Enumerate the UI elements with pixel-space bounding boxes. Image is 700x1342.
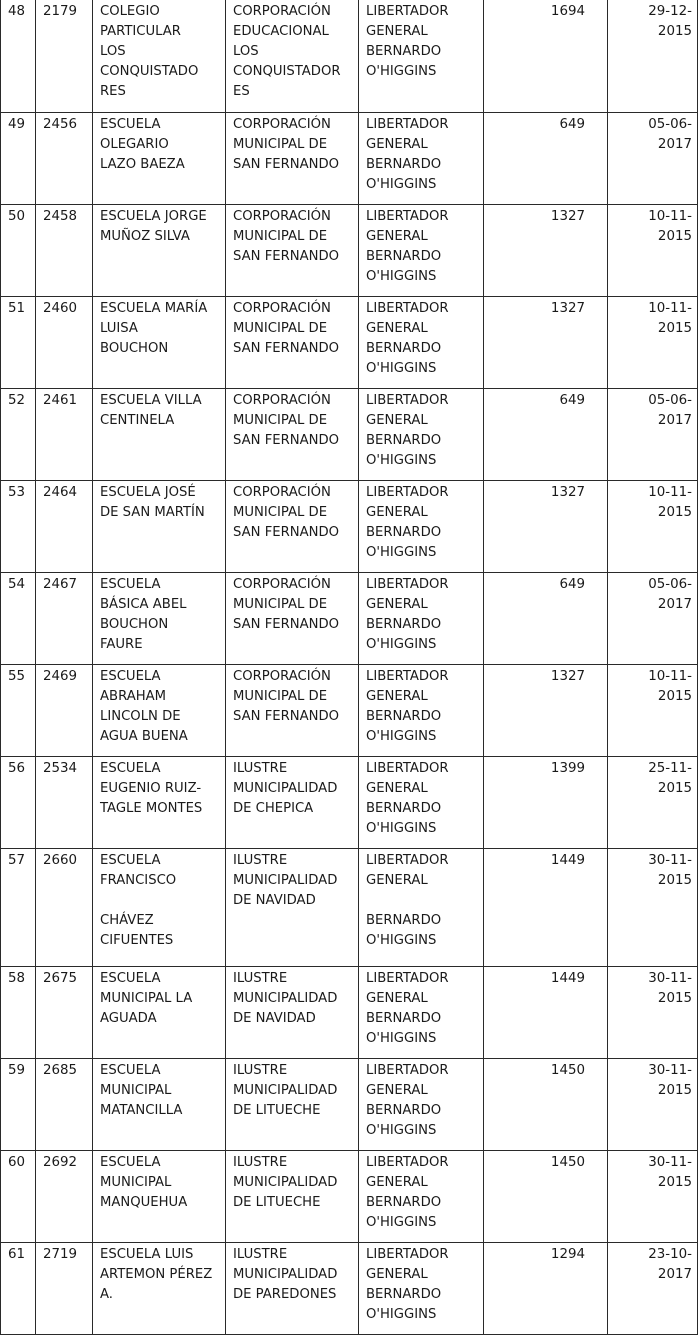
cell-line: ESCUELA: [100, 971, 161, 986]
cell-line: [100, 891, 219, 911]
cell-line: BERNARDO: [366, 1195, 442, 1210]
cell-line: SAN FERNANDO: [233, 525, 340, 540]
cell-line: GENERAL: [366, 689, 428, 704]
region: [359, 481, 484, 573]
cell-line: MUNICIPALIDAD: [233, 1267, 338, 1282]
cell-line: ESCUELA MARÍA: [100, 301, 208, 316]
cell-line: MUNICIPAL DE: [233, 321, 328, 336]
cell-line: GENERAL: [366, 597, 428, 612]
cell-line: SAN FERNANDO: [233, 709, 340, 724]
row-number: 53: [1, 481, 36, 573]
cell-line: MUÑOZ SILVA: [100, 229, 190, 244]
cell-line: ILUSTRE: [233, 1155, 288, 1170]
cell-line: O'HIGGINS: [366, 64, 437, 79]
resolution-number: 1450: [484, 1151, 608, 1243]
region: [359, 113, 484, 205]
resolution-number: 1327: [484, 205, 608, 297]
cell-line: ESCUELA LUIS: [100, 1247, 194, 1262]
cell-line: ESCUELA: [100, 1063, 161, 1078]
cell-line: O'HIGGINS: [366, 729, 437, 744]
school-name: [93, 757, 226, 849]
cell-line: O'HIGGINS: [366, 361, 437, 376]
cell-line: CORPORACIÓN: [233, 209, 331, 224]
region: [359, 205, 484, 297]
rbd-code: 2460: [36, 297, 93, 389]
rbd-code: 2469: [36, 665, 93, 757]
resolution-number: 649: [484, 389, 608, 481]
cell-line: BÁSICA ABEL: [100, 597, 187, 612]
rbd-code: 2692: [36, 1151, 93, 1243]
region: [359, 757, 484, 849]
rbd-code: 2461: [36, 389, 93, 481]
school-name: [93, 967, 226, 1059]
cell-line: LIBERTADOR: [366, 577, 449, 592]
table-row: [1, 573, 698, 665]
table-row: [1, 1059, 698, 1151]
school-name: [93, 297, 226, 389]
cell-line: GENERAL: [366, 1267, 428, 1282]
resolution-date: 30-11-2015: [608, 849, 698, 967]
cell-line: GENERAL: [366, 24, 428, 39]
cell-line: ILUSTRE: [233, 853, 288, 868]
cell-line: O'HIGGINS: [366, 821, 437, 836]
cell-line: BOUCHON: [100, 617, 169, 632]
row-number: 52: [1, 389, 36, 481]
cell-line: MUNICIPAL: [100, 1083, 172, 1098]
row-number: 49: [1, 113, 36, 205]
cell-line: LIBERTADOR: [366, 853, 449, 868]
school-name: [93, 205, 226, 297]
cell-line: BERNARDO: [366, 433, 442, 448]
region: [359, 0, 484, 113]
cell-line: MUNICIPAL DE: [233, 229, 328, 244]
cell-line: CENTINELA: [100, 413, 175, 428]
cell-line: BERNARDO: [366, 801, 442, 816]
resolution-date: 05-06-2017: [608, 573, 698, 665]
resolution-date: 05-06-2017: [608, 113, 698, 205]
sostenedor: [226, 757, 359, 849]
cell-line: CORPORACIÓN: [233, 393, 331, 408]
row-number: 54: [1, 573, 36, 665]
cell-line: SAN FERNANDO: [233, 157, 340, 172]
table-row: [1, 205, 698, 297]
cell-line: BERNARDO: [366, 617, 442, 632]
cell-line: GENERAL: [366, 991, 428, 1006]
sostenedor: [226, 481, 359, 573]
resolution-date: 30-11-2015: [608, 1151, 698, 1243]
cell-line: LAZO BAEZA: [100, 157, 185, 172]
cell-line: ILUSTRE: [233, 761, 288, 776]
row-number: 56: [1, 757, 36, 849]
cell-line: EDUCACIONAL: [233, 24, 329, 39]
resolution-number: 1294: [484, 1243, 608, 1335]
resolution-date: 29-12-2015: [608, 0, 698, 113]
cell-line: BERNARDO: [366, 1103, 442, 1118]
table-row: [1, 967, 698, 1059]
cell-line: MUNICIPAL DE: [233, 597, 328, 612]
region: [359, 297, 484, 389]
resolution-date: 23-10-2017: [608, 1243, 698, 1335]
resolution-number: 1327: [484, 665, 608, 757]
cell-line: SAN FERNANDO: [233, 249, 340, 264]
cell-line: FRANCISCO: [100, 873, 177, 888]
cell-line: MUNICIPALIDAD: [233, 1175, 338, 1190]
cell-line: ESCUELA JOSÉ: [100, 485, 196, 500]
cell-line: CORPORACIÓN: [233, 301, 331, 316]
cell-line: CORPORACIÓN: [233, 485, 331, 500]
table-row: [1, 1151, 698, 1243]
region: [359, 389, 484, 481]
row-number: 48: [1, 0, 36, 113]
school-name: [93, 1243, 226, 1335]
resolution-date: 25-11-2015: [608, 757, 698, 849]
cell-line: GENERAL: [366, 321, 428, 336]
row-number: 55: [1, 665, 36, 757]
cell-line: ABRAHAM: [100, 689, 167, 704]
cell-line: BERNARDO: [366, 1011, 442, 1026]
cell-line: BERNARDO: [366, 341, 442, 356]
row-number: 51: [1, 297, 36, 389]
cell-line: ILUSTRE: [233, 971, 288, 986]
school-name: [93, 665, 226, 757]
resolution-date: 10-11-2015: [608, 665, 698, 757]
rbd-code: 2179: [36, 0, 93, 113]
cell-line: SAN FERNANDO: [233, 617, 340, 632]
resolution-date: 30-11-2015: [608, 1059, 698, 1151]
cell-line: ESCUELA: [100, 117, 161, 132]
cell-line: ESCUELA: [100, 853, 161, 868]
cell-line: LIBERTADOR: [366, 301, 449, 316]
table-row: [1, 0, 698, 113]
cell-line: CONQUISTADO: [100, 64, 199, 79]
cell-line: CORPORACIÓN: [233, 577, 331, 592]
region: [359, 1059, 484, 1151]
cell-line: O'HIGGINS: [366, 269, 437, 284]
cell-line: CORPORACIÓN: [233, 117, 331, 132]
row-number: 59: [1, 1059, 36, 1151]
cell-line: BERNARDO: [366, 1287, 442, 1302]
resolution-number: 1450: [484, 1059, 608, 1151]
cell-line: LIBERTADOR: [366, 393, 449, 408]
cell-line: ESCUELA: [100, 1155, 161, 1170]
cell-line: GENERAL: [366, 1083, 428, 1098]
table-row: [1, 481, 698, 573]
cell-line: GENERAL: [366, 229, 428, 244]
cell-line: OLEGARIO: [100, 137, 169, 152]
cell-line: MUNICIPAL DE: [233, 689, 328, 704]
cell-line: CHÁVEZ: [100, 913, 154, 928]
cell-line: AGUADA: [100, 1011, 157, 1026]
cell-line: O'HIGGINS: [366, 545, 437, 560]
cell-line: ILUSTRE: [233, 1247, 288, 1262]
cell-line: DE PAREDONES: [233, 1287, 337, 1302]
cell-line: TAGLE MONTES: [100, 801, 203, 816]
cell-line: LOS: [233, 44, 259, 59]
sostenedor: [226, 1151, 359, 1243]
cell-line: ESCUELA: [100, 761, 161, 776]
cell-line: LIBERTADOR: [366, 209, 449, 224]
table-row: [1, 297, 698, 389]
cell-line: BERNARDO: [366, 157, 442, 172]
rbd-code: 2685: [36, 1059, 93, 1151]
resolution-number: 1449: [484, 967, 608, 1059]
resolution-number: 1327: [484, 481, 608, 573]
cell-line: LIBERTADOR: [366, 1063, 449, 1078]
cell-line: O'HIGGINS: [366, 1031, 437, 1046]
resolution-number: 1327: [484, 297, 608, 389]
cell-line: BERNARDO: [366, 913, 442, 928]
table-row: [1, 113, 698, 205]
cell-line: ESCUELA: [100, 669, 161, 684]
cell-line: CIFUENTES: [100, 933, 174, 948]
school-name: [93, 113, 226, 205]
cell-line: DE LITUECHE: [233, 1103, 321, 1118]
school-name: [93, 1059, 226, 1151]
cell-line: LIBERTADOR: [366, 1247, 449, 1262]
sostenedor: [226, 1059, 359, 1151]
sostenedor: [226, 665, 359, 757]
sostenedor: [226, 389, 359, 481]
cell-line: GENERAL: [366, 873, 428, 888]
sostenedor: [226, 113, 359, 205]
rbd-code: 2534: [36, 757, 93, 849]
cell-line: GENERAL: [366, 505, 428, 520]
resolution-number: 1449: [484, 849, 608, 967]
cell-line: BERNARDO: [366, 249, 442, 264]
cell-line: O'HIGGINS: [366, 933, 437, 948]
cell-line: O'HIGGINS: [366, 1307, 437, 1322]
school-name: [93, 389, 226, 481]
row-number: 61: [1, 1243, 36, 1335]
sostenedor: [226, 573, 359, 665]
cell-line: BERNARDO: [366, 525, 442, 540]
cell-line: [366, 891, 477, 911]
cell-line: MUNICIPALIDAD: [233, 1083, 338, 1098]
cell-line: MUNICIPAL LA: [100, 991, 193, 1006]
sostenedor: [226, 849, 359, 967]
region: [359, 1151, 484, 1243]
cell-line: ESCUELA VILLA: [100, 393, 202, 408]
rbd-code: 2719: [36, 1243, 93, 1335]
cell-line: SAN FERNANDO: [233, 433, 340, 448]
cell-line: MUNICIPALIDAD: [233, 991, 338, 1006]
cell-line: FAURE: [100, 637, 143, 652]
cell-line: ARTEMON PÉREZ: [100, 1267, 213, 1282]
cell-line: MUNICIPAL DE: [233, 413, 328, 428]
cell-line: CORPORACIÓN: [233, 4, 331, 19]
cell-line: COLEGIO: [100, 4, 160, 19]
cell-line: GENERAL: [366, 781, 428, 796]
sostenedor: [226, 0, 359, 113]
cell-line: DE NAVIDAD: [233, 893, 316, 908]
rbd-code: 2675: [36, 967, 93, 1059]
cell-line: DE NAVIDAD: [233, 1011, 316, 1026]
rbd-code: 2467: [36, 573, 93, 665]
region: [359, 849, 484, 967]
cell-line: DE LITUECHE: [233, 1195, 321, 1210]
region: [359, 573, 484, 665]
cell-line: EUGENIO RUIZ-: [100, 781, 202, 796]
row-number: 50: [1, 205, 36, 297]
cell-line: O'HIGGINS: [366, 1123, 437, 1138]
sostenedor: [226, 967, 359, 1059]
cell-line: LIBERTADOR: [366, 117, 449, 132]
rbd-code: 2458: [36, 205, 93, 297]
sostenedor: [226, 205, 359, 297]
cell-line: ILUSTRE: [233, 1063, 288, 1078]
row-number: 57: [1, 849, 36, 967]
cell-line: ESCUELA: [100, 577, 161, 592]
cell-line: SAN FERNANDO: [233, 341, 340, 356]
cell-line: BERNARDO: [366, 709, 442, 724]
cell-line: O'HIGGINS: [366, 1215, 437, 1230]
cell-line: MUNICIPALIDAD: [233, 873, 338, 888]
rbd-code: 2456: [36, 113, 93, 205]
cell-line: DE SAN MARTÍN: [100, 505, 205, 520]
cell-line: LIBERTADOR: [366, 485, 449, 500]
school-name: [93, 481, 226, 573]
cell-line: MUNICIPALIDAD: [233, 781, 338, 796]
resolution-number: 1694: [484, 0, 608, 113]
cell-line: BERNARDO: [366, 44, 442, 59]
school-name: [93, 1151, 226, 1243]
cell-line: LIBERTADOR: [366, 4, 449, 19]
resolution-number: 1399: [484, 757, 608, 849]
cell-line: ESCUELA JORGE: [100, 209, 207, 224]
cell-line: MATANCILLA: [100, 1103, 183, 1118]
resolution-date: 10-11-2015: [608, 205, 698, 297]
sostenedor: [226, 1243, 359, 1335]
row-number: 58: [1, 967, 36, 1059]
cell-line: LIBERTADOR: [366, 669, 449, 684]
region: [359, 967, 484, 1059]
cell-line: CORPORACIÓN: [233, 669, 331, 684]
row-number: 60: [1, 1151, 36, 1243]
table-row: [1, 1243, 698, 1335]
cell-line: ES: [233, 84, 250, 99]
cell-line: DE CHEPICA: [233, 801, 314, 816]
cell-line: O'HIGGINS: [366, 177, 437, 192]
resolution-number: 649: [484, 573, 608, 665]
cell-line: MUNICIPAL DE: [233, 505, 328, 520]
cell-line: O'HIGGINS: [366, 637, 437, 652]
rbd-code: 2464: [36, 481, 93, 573]
table-row: [1, 849, 698, 967]
region: [359, 1243, 484, 1335]
school-name: [93, 849, 226, 967]
cell-line: LIBERTADOR: [366, 1155, 449, 1170]
cell-line: CONQUISTADOR: [233, 64, 341, 79]
cell-line: RES: [100, 84, 126, 99]
cell-line: LUISA: [100, 321, 138, 336]
cell-line: A.: [100, 1287, 113, 1302]
rbd-code: 2660: [36, 849, 93, 967]
cell-line: MANQUEHUA: [100, 1195, 188, 1210]
table-row: [1, 665, 698, 757]
cell-line: LIBERTADOR: [366, 761, 449, 776]
region: [359, 665, 484, 757]
table-row: [1, 757, 698, 849]
school-name: [93, 573, 226, 665]
cell-line: AGUA BUENA: [100, 729, 188, 744]
resolution-number: 649: [484, 113, 608, 205]
table-row: [1, 389, 698, 481]
resolution-date: 10-11-2015: [608, 297, 698, 389]
cell-line: MUNICIPAL DE: [233, 137, 328, 152]
cell-line: O'HIGGINS: [366, 453, 437, 468]
cell-line: GENERAL: [366, 1175, 428, 1190]
resolution-date: 30-11-2015: [608, 967, 698, 1059]
resolution-date: 10-11-2015: [608, 481, 698, 573]
cell-line: BOUCHON: [100, 341, 169, 356]
cell-line: LINCOLN DE: [100, 709, 181, 724]
sostenedor: [226, 297, 359, 389]
cell-line: LIBERTADOR: [366, 971, 449, 986]
cell-line: MUNICIPAL: [100, 1175, 172, 1190]
cell-line: PARTICULAR: [100, 24, 181, 39]
resolution-date: 05-06-2017: [608, 389, 698, 481]
cell-line: GENERAL: [366, 413, 428, 428]
cell-line: GENERAL: [366, 137, 428, 152]
school-name: [93, 0, 226, 113]
cell-line: LOS: [100, 44, 126, 59]
